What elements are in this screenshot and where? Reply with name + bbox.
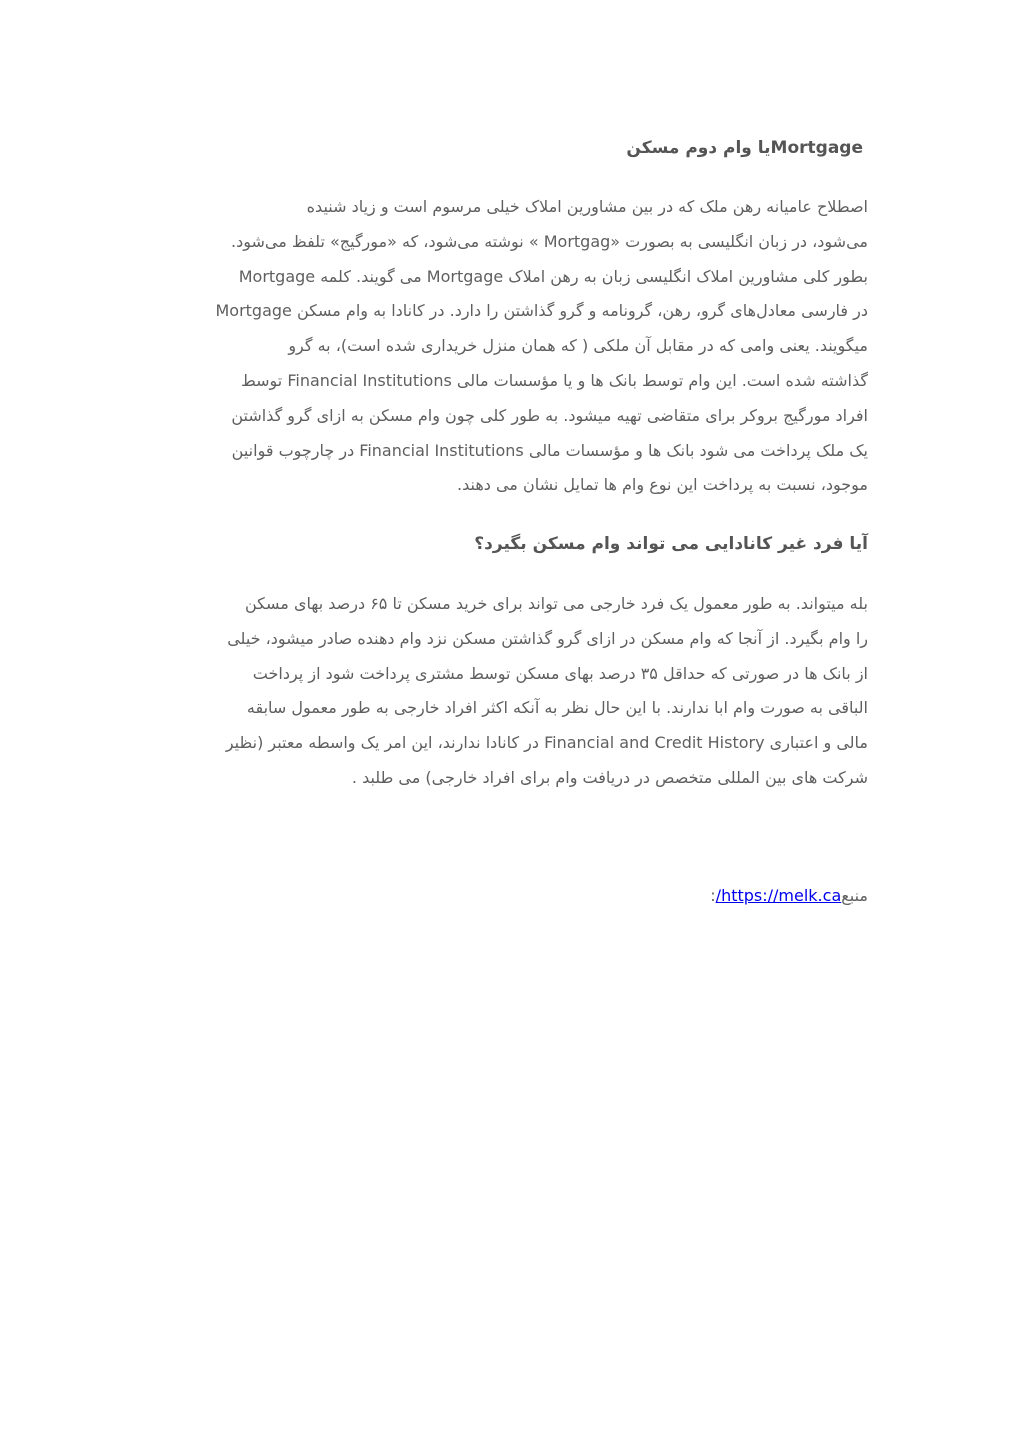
paragraph-non-canadian-loan [153,587,868,796]
paragraph-mortgage-definition [153,190,868,503]
paragraph-line: در فارسی معادل‌های گرو، رهن، گرونامه و گرو گذاشتن را دارد. در کانادا به وام مسکن Mortgage [215,301,868,321]
paragraph-line: اصطلاح عامیانه رهن ملک که در بین مشاورین املاک خیلی مرسوم است و زیاد شنیده [306,197,868,216]
heading-non-canadian-loan: آیا فرد غیر کانادایی می تواند وام مسکن بگیرد؟ [474,534,868,554]
paragraph-line: از بانک ها در صورتی که حداقل ۳۵ درصد بهای مسکن توسط مشتری پرداخت شود از پرداخت [252,663,868,683]
paragraph-line: موجود، نسبت به پرداخت این نوع وام ها تمایل نشان می دهند. [457,475,868,495]
paragraph-line: بطور کلی مشاورین املاک انگلیسی زبان به رهن املاک Mortgage می گویند. کلمه Mortgage [238,266,868,286]
paragraph-line: می‌شود، در زبان انگلیسی به بصورت «Mortgag » نوشته می‌شود، که «مورگیج» تلفظ می‌شود. [231,231,868,251]
paragraph-line: شرکت های بین المللی متخصص در دریافت وام برای افراد خارجی) می طلبد . [351,767,868,787]
source-label: منبع [841,886,868,905]
paragraph-line: الباقی به صورت وام ابا ندارند. با این حال نظر به آنکه اکثر افراد خارجی به طور معمول سابقه [246,698,868,718]
paragraph-line: بله میتواند. به طور معمول یک فرد خارجی می تواند برای خرید مسکن تا ۶۵ درصد بهای مسکن [245,594,868,613]
paragraph-line: گذاشته شده است. این وام توسط بانک ها و یا مؤسسات مالی Financial Institutions توسط [240,370,868,390]
source-citation [368,884,868,908]
heading-mortgage: Mortgageیا وام دوم مسکن [626,138,863,158]
paragraph-line: افراد مورگیج بروکر برای متقاضی تهیه میشود. به طور کلی چون وام مسکن به ازای گرو گذاشتن [231,405,868,425]
source-suffix: : [710,886,716,905]
paragraph-line: یک ملک پرداخت می شود بانک ها و مؤسسات مالی Financial Institutions در چارچوب قوانین [231,440,868,460]
paragraph-line: مالی و اعتباری Financial and Credit History در کانادا ندارند، این امر یک واسطه معتبر (نظیر [225,733,868,753]
paragraph-line: را وام بگیرد. از آنجا که وام مسکن در ازای گرو گذاشتن مسکن نزد وام دهنده صادر میشود، خیلی [227,628,868,648]
source-link[interactable]: https://melk.ca/ [715,886,842,905]
paragraph-line: میگویند. یعنی وامی که در مقابل آن ملکی ( که همان منزل خریداری شده است)، به گرو [288,336,868,356]
